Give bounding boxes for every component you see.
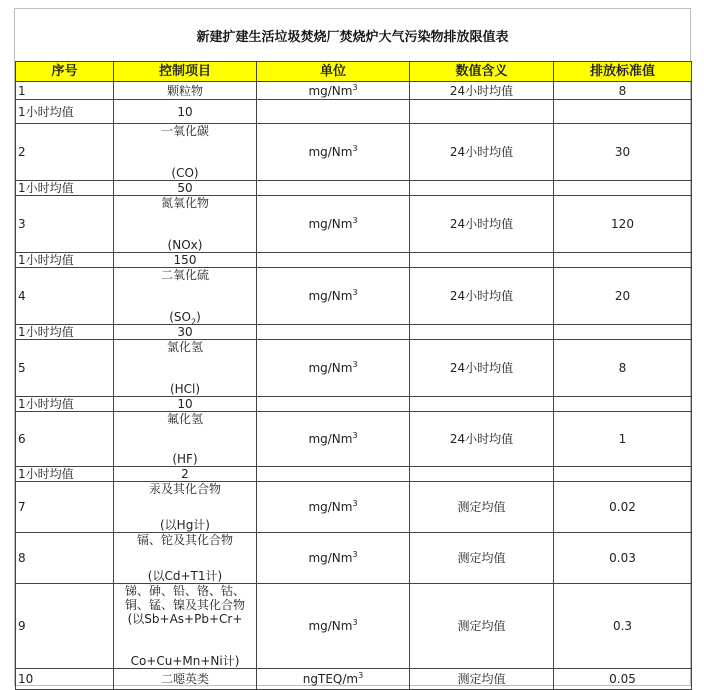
cell-sub-label[interactable]: 1小时均值 <box>16 100 114 124</box>
header-item[interactable]: 控制项目 <box>114 62 257 82</box>
unit-text: mg/Nm <box>308 619 353 633</box>
cell-empty[interactable] <box>554 253 692 268</box>
cell-item[interactable] <box>114 340 257 397</box>
cell-sub-label[interactable]: 1小时均值 <box>16 467 114 482</box>
cell-sub-label[interactable]: 1小时均值 <box>16 325 114 340</box>
item-formula <box>114 310 256 324</box>
table-row <box>16 124 692 181</box>
cell-sub-value[interactable]: 30 <box>114 325 257 340</box>
item-name: 氮氧化物 <box>160 196 209 210</box>
cell-meaning[interactable]: 24小时均值 <box>410 268 554 325</box>
cell-unit[interactable] <box>257 124 410 181</box>
spreadsheet <box>14 8 691 686</box>
emission-limit-table <box>15 61 692 690</box>
table-row <box>16 669 692 690</box>
cell-empty[interactable] <box>257 397 410 412</box>
cell-limit[interactable]: 0.03 <box>554 533 692 584</box>
cell-meaning[interactable]: 24小时均值 <box>410 340 554 397</box>
cell-seq[interactable]: 6 <box>16 412 114 467</box>
cell-empty[interactable] <box>257 325 410 340</box>
cell-empty[interactable] <box>554 325 692 340</box>
header-seq[interactable]: 序号 <box>16 62 114 82</box>
table-row <box>16 482 692 533</box>
item-formula: (CO) <box>171 166 199 180</box>
table-row <box>16 82 692 100</box>
cell-seq[interactable]: 3 <box>16 196 114 253</box>
cell-meaning[interactable]: 24小时均值 <box>410 82 554 100</box>
table-row <box>16 181 692 196</box>
item-name: 汞及其化合物 <box>148 482 221 496</box>
cell-item[interactable] <box>114 533 257 584</box>
cell-seq[interactable]: 5 <box>16 340 114 397</box>
header-limit[interactable]: 排放标准值 <box>554 62 692 82</box>
formula-close: ) <box>196 310 201 324</box>
unit-exponent: 3 <box>352 216 358 225</box>
cell-empty[interactable] <box>554 467 692 482</box>
cell-unit[interactable] <box>257 82 410 100</box>
cell-empty[interactable] <box>257 253 410 268</box>
unit-exponent: 3 <box>352 82 358 92</box>
cell-empty[interactable] <box>554 100 692 124</box>
table-row <box>16 397 692 412</box>
cell-seq[interactable]: 9 <box>16 584 114 669</box>
table-row <box>16 340 692 397</box>
item-formula: (HF) <box>172 452 198 466</box>
cell-sub-label[interactable]: 1小时均值 <box>16 253 114 268</box>
cell-empty[interactable] <box>554 397 692 412</box>
cell-seq[interactable]: 1 <box>16 82 114 100</box>
table-row <box>16 196 692 253</box>
unit-text: mg/Nm <box>308 551 353 565</box>
cell-seq[interactable]: 8 <box>16 533 114 584</box>
cell-unit[interactable] <box>257 340 410 397</box>
unit-exponent: 3 <box>352 288 358 297</box>
table-row <box>16 584 692 669</box>
header-meaning[interactable]: 数值含义 <box>410 62 554 82</box>
cell-meaning[interactable]: 测定均值 <box>410 669 554 690</box>
cell-item[interactable] <box>114 412 257 467</box>
cell-limit[interactable]: 8 <box>554 82 692 100</box>
header-unit[interactable]: 单位 <box>257 62 410 82</box>
cell-empty[interactable] <box>410 253 554 268</box>
cell-empty[interactable] <box>410 100 554 124</box>
cell-empty[interactable] <box>257 181 410 196</box>
cell-item[interactable] <box>114 124 257 181</box>
formula-open: (SO <box>169 310 191 324</box>
unit-text: mg/Nm <box>308 83 353 98</box>
unit-text: mg/Nm <box>308 217 353 231</box>
cell-sub-value[interactable]: 2 <box>114 467 257 482</box>
item-name: 一氧化碳 <box>160 124 209 138</box>
cell-empty[interactable] <box>554 181 692 196</box>
cell-meaning[interactable]: 24小时均值 <box>410 196 554 253</box>
item-formula: (NOx) <box>167 238 203 252</box>
cell-sub-label[interactable]: 1小时均值 <box>16 181 114 196</box>
cell-seq[interactable]: 2 <box>16 124 114 181</box>
table-row <box>16 100 692 124</box>
unit-text: mg/Nm <box>308 432 353 446</box>
cell-seq[interactable]: 4 <box>16 268 114 325</box>
table-row <box>16 467 692 482</box>
cell-empty[interactable] <box>410 325 554 340</box>
cell-unit[interactable] <box>257 412 410 467</box>
cell-meaning[interactable]: 测定均值 <box>410 482 554 533</box>
cell-item[interactable] <box>114 268 257 325</box>
table-row <box>16 412 692 467</box>
unit-exponent: 3 <box>352 499 358 508</box>
cell-unit[interactable] <box>257 268 410 325</box>
cell-seq[interactable]: 10 <box>16 669 114 690</box>
unit-exponent: 3 <box>352 144 358 153</box>
cell-item[interactable]: 二噁英类 <box>114 669 257 690</box>
cell-meaning[interactable]: 24小时均值 <box>410 412 554 467</box>
cell-unit[interactable] <box>257 196 410 253</box>
cell-limit[interactable]: 1 <box>554 412 692 467</box>
cell-limit[interactable]: 120 <box>554 196 692 253</box>
formula-subscript: 2 <box>190 317 197 325</box>
cell-empty[interactable] <box>410 397 554 412</box>
header-row <box>16 62 692 82</box>
cell-empty[interactable] <box>257 467 410 482</box>
cell-item[interactable]: 颗粒物 <box>114 82 257 100</box>
item-formula: (以Cd+T1计) <box>147 569 223 583</box>
item-name-line1: 锑、砷、铅、铬、钴、 <box>124 584 245 598</box>
cell-sub-value[interactable]: 150 <box>114 253 257 268</box>
cell-sub-label[interactable]: 1小时均值 <box>16 397 114 412</box>
item-formula-line2: Co+Cu+Mn+Ni计) <box>130 654 240 668</box>
cell-unit[interactable] <box>257 533 410 584</box>
unit-text: mg/Nm <box>308 289 353 303</box>
cell-empty[interactable] <box>257 100 410 124</box>
unit-exponent: 3 <box>352 360 358 369</box>
unit-text: mg/Nm <box>308 500 353 514</box>
unit-exponent: 3 <box>358 671 364 680</box>
cell-empty[interactable] <box>410 467 554 482</box>
cell-meaning[interactable]: 测定均值 <box>410 533 554 584</box>
cell-seq[interactable]: 7 <box>16 482 114 533</box>
cell-unit[interactable] <box>257 584 410 669</box>
cell-meaning[interactable]: 24小时均值 <box>410 124 554 181</box>
item-name: 氟化氢 <box>166 412 203 426</box>
table-row <box>16 268 692 325</box>
table-title: 新建扩建生活垃圾焚烧厂焚烧炉大气污染物排放限值表 <box>196 29 509 45</box>
unit-text: ngTEQ/m <box>302 672 359 686</box>
cell-item[interactable] <box>114 584 257 669</box>
item-name: 氯化氢 <box>166 340 203 354</box>
cell-limit[interactable]: 30 <box>554 124 692 181</box>
item-formula: (HCl) <box>169 382 201 396</box>
table-row <box>16 533 692 584</box>
item-name: 镉、铊及其化合物 <box>136 533 233 547</box>
unit-exponent: 3 <box>352 431 358 440</box>
cell-limit[interactable]: 0.3 <box>554 584 692 669</box>
cell-unit[interactable] <box>257 669 410 690</box>
unit-text: mg/Nm <box>308 361 353 375</box>
cell-item[interactable] <box>114 196 257 253</box>
unit-text: mg/Nm <box>308 145 353 159</box>
item-formula: (以Hg计) <box>159 518 210 532</box>
cell-unit[interactable] <box>257 482 410 533</box>
cell-item[interactable] <box>114 482 257 533</box>
cell-sub-value[interactable]: 10 <box>114 397 257 412</box>
cell-sub-value[interactable]: 50 <box>114 181 257 196</box>
table-row <box>16 253 692 268</box>
item-formula-line1: (以Sb+As+Pb+Cr+ <box>127 612 243 626</box>
unit-exponent: 3 <box>352 550 358 559</box>
item-name: 二氧化硫 <box>160 268 209 282</box>
cell-limit[interactable]: 8 <box>554 340 692 397</box>
cell-limit[interactable]: 0.05 <box>554 669 692 690</box>
item-name-line2: 铜、锰、镍及其化合物 <box>124 598 245 612</box>
table-row <box>16 325 692 340</box>
cell-limit[interactable]: 20 <box>554 268 692 325</box>
cell-meaning[interactable]: 测定均值 <box>410 584 554 669</box>
cell-limit[interactable]: 0.02 <box>554 482 692 533</box>
cell-empty[interactable] <box>410 181 554 196</box>
unit-exponent: 3 <box>352 618 358 627</box>
cell-sub-value[interactable]: 10 <box>114 100 257 124</box>
